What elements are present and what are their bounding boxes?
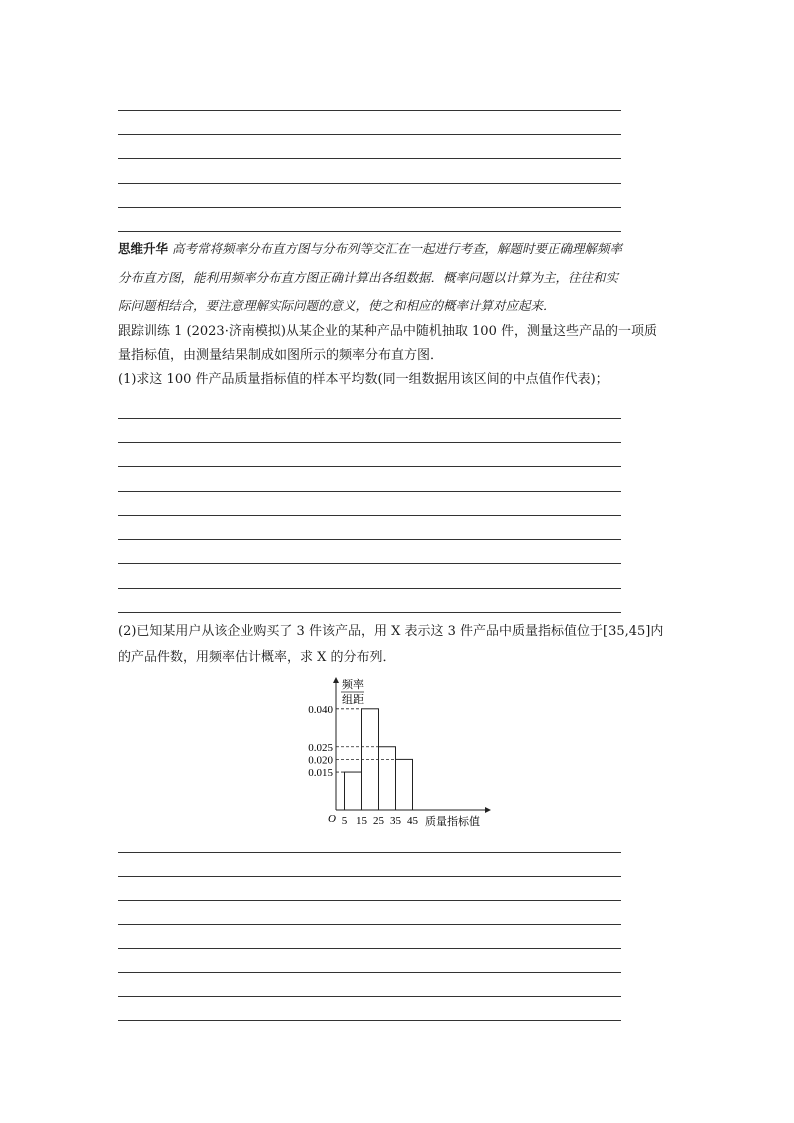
answer-line [118,110,621,111]
answer-line [118,207,621,208]
answer-line [118,876,621,877]
exercise-line-2: 量指标值，由测量结果制成如图所示的频率分布直方图． [118,348,444,363]
y-tick-label: 0.015 [308,767,333,780]
thinking-line-3: 际问题相结合，要注意理解实际问题的意义，使之和相应的概率计算对应起来． [118,298,556,313]
origin-label: O [328,813,336,825]
thinking-label: 思维升华 [118,241,169,256]
y-tick-label: 0.025 [308,741,333,754]
frequency-histogram [300,672,500,832]
x-tick-label: 25 [373,815,384,827]
answer-line [118,563,621,564]
answer-line [118,612,621,613]
answer-line [118,948,621,949]
thinking-line-2: 分布直方图，能利用频率分布直方图正确计算出各组数据．概率问题以计算为主，往往和实 [118,270,619,285]
answer-line [118,924,621,925]
x-tick-label: 45 [407,815,418,827]
histogram-bar [379,747,396,810]
x-tick-label: 15 [356,815,367,827]
answer-line [118,996,621,997]
answer-line [118,231,621,232]
answer-line [118,491,621,492]
x-axis-label: 质量指标值 [425,816,480,828]
x-tick-label: 35 [390,815,401,827]
answer-line [118,515,621,516]
answer-line [118,418,621,419]
question-2-line-1: (2)已知某用户从该企业购买了 3 件该产品，用 X 表示这 3 件产品中质量指标值位于[35,45]内 [118,624,664,639]
answer-line [118,539,621,540]
y-label-top: 频率 [342,679,364,691]
histogram-bar [362,709,379,810]
answer-line [118,442,621,443]
answer-line [118,852,621,853]
exercise-line-1: 跟踪训练 1 (2023·济南模拟)从某企业的某种产品中随机抽取 100 件，测量这些产品的一项质 [118,324,657,339]
answer-line [118,134,621,135]
answer-line [118,466,621,467]
y-tick-label: 0.020 [308,754,333,767]
y-tick-label: 0.040 [308,703,333,716]
answer-line [118,158,621,159]
answer-line [118,900,621,901]
x-tick-label: 5 [341,815,348,827]
histogram-bar [396,759,413,810]
answer-line [118,972,621,973]
answer-line [118,588,621,589]
thinking-line-1 [118,241,678,257]
question-2-line-2: 的产品件数，用频率估计概率，求 X 的分布列． [118,650,396,665]
histogram-bar [345,772,362,810]
answer-line [118,183,621,184]
y-label-bottom: 组距 [342,694,364,706]
thinking-text-1: 高考常将频率分布直方图与分布列等交汇在一起进行考查，解题时要正确理解频率 [172,241,623,256]
question-1: (1)求这 100 件产品质量指标值的样本平均数(同一组数据用该区间的中点值作代表)； [118,372,609,387]
answer-line [118,1020,621,1021]
